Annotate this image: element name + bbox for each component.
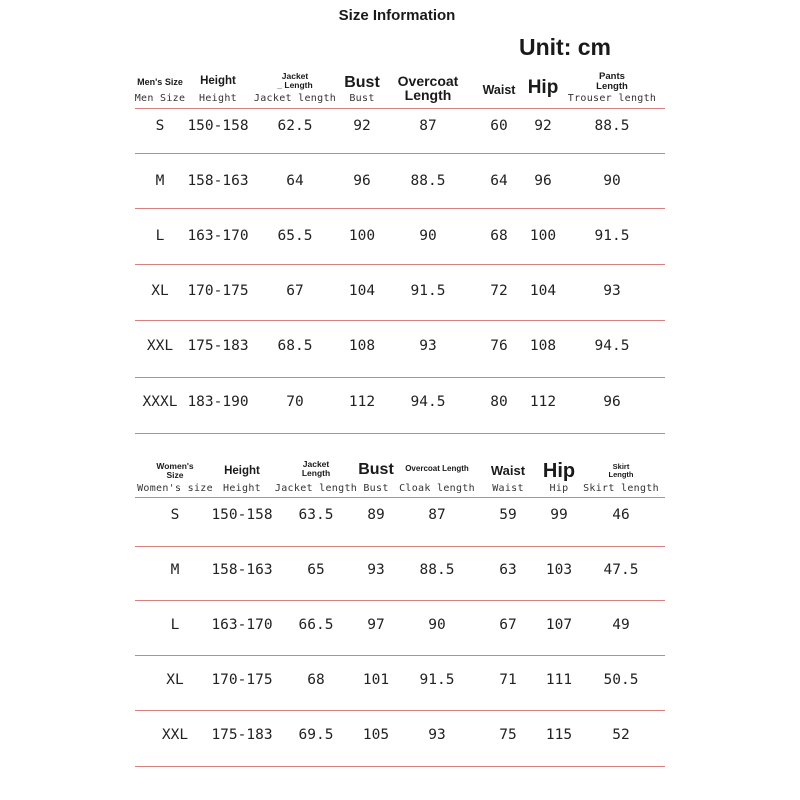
table-cell-bust: 92	[353, 118, 371, 134]
header-size	[137, 78, 183, 87]
table-cell-jacket: 65.5	[277, 228, 313, 244]
table-cell-bust: 89	[367, 507, 385, 523]
table-cell-coat: 90	[419, 228, 437, 244]
table-cell-pants: 90	[603, 173, 621, 189]
header-waist	[483, 84, 516, 97]
table-cell-jacket: 66.5	[298, 617, 334, 633]
table-cell-coat: 93	[428, 727, 446, 743]
table-cell-coat: 90	[428, 617, 446, 633]
table-cell-pants: 94.5	[594, 338, 630, 354]
table-cell-size: M	[170, 562, 180, 578]
table-cell-hip: 96	[534, 173, 552, 189]
table-cell-bust: 97	[367, 617, 385, 633]
table-cell-coat: 93	[419, 338, 437, 354]
table-cell-size: XL	[151, 283, 169, 299]
table-cell-height: 163-170	[211, 617, 273, 633]
table-cell-pants: 96	[603, 394, 621, 410]
table-cell-jacket: 65	[307, 562, 325, 578]
table-cell-bust: 104	[348, 283, 376, 299]
table-cell-height: 163-170	[187, 228, 249, 244]
header-pants-sublabel: Trouser length	[567, 93, 657, 104]
header-size-label: Women's Size	[156, 461, 194, 480]
table-cell-bust: 108	[348, 338, 376, 354]
table-cell-size: M	[155, 173, 165, 189]
header-waist-label: Waist	[490, 463, 526, 478]
table-cell-pants: 93	[603, 283, 621, 299]
table-cell-bust: 96	[353, 173, 371, 189]
header-size-sublabel: Women's size	[137, 483, 213, 494]
header-height-label: Height	[224, 465, 260, 477]
table-cell-jacket: 69.5	[298, 727, 334, 743]
table-cell-size: S	[155, 118, 165, 134]
table-cell-coat: 88.5	[410, 173, 446, 189]
table-cell-hip: 103	[545, 562, 573, 578]
header-bust-label: Bust	[344, 74, 380, 91]
table-cell-height: 183-190	[187, 394, 249, 410]
table-cell-height: 170-175	[211, 672, 273, 688]
table-cell-height: 158-163	[187, 173, 249, 189]
header-waist	[491, 464, 525, 477]
table-cell-size: L	[155, 228, 165, 244]
table-cell-height: 150-158	[211, 507, 273, 523]
table-cell-bust: 105	[362, 727, 390, 743]
table-cell-jacket: 67	[286, 283, 304, 299]
header-hip-label: Hip	[527, 77, 559, 98]
header-bust	[358, 462, 394, 478]
table-cell-jacket: 63.5	[298, 507, 334, 523]
row-divider	[135, 497, 665, 498]
table-cell-jacket: 62.5	[277, 118, 313, 134]
table-cell-height: 170-175	[187, 283, 249, 299]
row-divider	[135, 600, 665, 601]
table-cell-waist: 68	[490, 228, 508, 244]
table-cell-hip: 92	[534, 118, 552, 134]
header-size	[156, 462, 193, 479]
table-cell-waist: 67	[499, 617, 517, 633]
table-cell-waist: 75	[499, 727, 517, 743]
table-cell-skirt: 52	[612, 727, 630, 743]
table-cell-waist: 72	[490, 283, 508, 299]
header-jacket	[277, 72, 312, 89]
header-hip-label: Hip	[542, 460, 576, 482]
header-jacket-label: Jacket Length	[301, 459, 331, 478]
table-cell-coat: 87	[428, 507, 446, 523]
table-cell-size: XL	[166, 672, 184, 688]
table-cell-waist: 71	[499, 672, 517, 688]
table-cell-hip: 115	[545, 727, 573, 743]
table-cell-hip: 100	[529, 228, 557, 244]
row-divider	[135, 710, 665, 711]
table-cell-size: XXL	[161, 727, 189, 743]
header-pants	[596, 72, 628, 91]
table-cell-waist: 80	[490, 394, 508, 410]
header-height-sublabel: Height	[199, 93, 237, 104]
table-cell-jacket: 68.5	[277, 338, 313, 354]
header-skirt	[609, 463, 634, 478]
row-divider	[135, 108, 665, 109]
row-divider	[135, 153, 665, 154]
table-cell-waist: 59	[499, 507, 517, 523]
header-hip	[543, 461, 575, 481]
header-waist-label: Waist	[482, 83, 516, 97]
header-coat-label: Overcoat Length	[405, 464, 469, 473]
header-hip	[528, 78, 559, 97]
table-cell-coat: 87	[419, 118, 437, 134]
table-cell-waist: 64	[490, 173, 508, 189]
table-cell-skirt: 49	[612, 617, 630, 633]
header-coat	[398, 74, 459, 102]
table-cell-pants: 91.5	[594, 228, 630, 244]
table-cell-pants: 88.5	[594, 118, 630, 134]
header-height	[224, 466, 260, 478]
table-cell-height: 158-163	[211, 562, 273, 578]
header-coat	[405, 465, 469, 473]
unit-label: Unit: cm	[519, 34, 611, 60]
table-cell-jacket: 68	[307, 672, 325, 688]
header-bust-label: Bust	[358, 461, 394, 478]
table-cell-hip: 107	[545, 617, 573, 633]
table-cell-bust: 112	[348, 394, 376, 410]
table-cell-hip: 111	[545, 672, 573, 688]
table-cell-waist: 60	[490, 118, 508, 134]
header-coat-label: Overcoat Length	[397, 73, 459, 103]
table-cell-bust: 93	[367, 562, 385, 578]
table-cell-size: XXL	[146, 338, 174, 354]
header-skirt-sublabel: Skirt length	[583, 483, 659, 494]
table-cell-skirt: 47.5	[603, 562, 639, 578]
row-divider	[135, 208, 665, 209]
table-cell-coat: 88.5	[419, 562, 455, 578]
table-cell-waist: 76	[490, 338, 508, 354]
table-cell-size: L	[170, 617, 180, 633]
table-cell-height: 175-183	[211, 727, 273, 743]
header-waist-sublabel: Waist	[492, 483, 524, 494]
header-height-label: Height	[200, 75, 236, 87]
table-cell-hip: 108	[529, 338, 557, 354]
table-cell-size: S	[170, 507, 180, 523]
row-divider	[135, 264, 665, 265]
header-jacket	[302, 460, 330, 477]
table-cell-coat: 91.5	[419, 672, 455, 688]
header-height-sublabel: Height	[223, 483, 261, 494]
row-divider	[135, 320, 665, 321]
header-hip-sublabel: Hip	[549, 483, 569, 494]
table-cell-coat: 91.5	[410, 283, 446, 299]
header-bust-sublabel: Bust	[349, 93, 375, 104]
table-cell-waist: 63	[499, 562, 517, 578]
header-pants-label: Pants Length	[596, 71, 628, 92]
table-cell-hip: 104	[529, 283, 557, 299]
row-divider	[135, 546, 665, 547]
header-jacket-sublabel: Jacket length	[253, 93, 337, 104]
header-size-label: Men's Size	[137, 77, 183, 87]
row-divider	[135, 377, 665, 378]
table-cell-jacket: 70	[286, 394, 304, 410]
row-divider	[135, 655, 665, 656]
table-cell-hip: 99	[550, 507, 568, 523]
table-cell-height: 150-158	[187, 118, 249, 134]
row-divider	[135, 433, 665, 434]
table-cell-skirt: 46	[612, 507, 630, 523]
header-bust-sublabel: Bust	[363, 483, 389, 494]
table-cell-bust: 101	[362, 672, 390, 688]
header-coat-sublabel: Cloak length	[399, 483, 475, 494]
table-cell-hip: 112	[529, 394, 557, 410]
table-cell-skirt: 50.5	[603, 672, 639, 688]
header-jacket-sublabel: Jacket length	[274, 483, 358, 494]
row-divider	[135, 766, 665, 767]
header-bust	[344, 75, 380, 91]
table-cell-coat: 94.5	[410, 394, 446, 410]
table-cell-size: XXXL	[142, 394, 178, 410]
page-title: Size Information	[338, 7, 456, 24]
table-cell-jacket: 64	[286, 173, 304, 189]
header-height	[200, 76, 236, 88]
header-jacket-label: Jacket _ Length	[277, 71, 313, 90]
header-skirt-label: Skirt Length	[608, 462, 634, 479]
table-cell-bust: 100	[348, 228, 376, 244]
header-size-sublabel: Men Size	[134, 93, 186, 104]
table-cell-height: 175-183	[187, 338, 249, 354]
